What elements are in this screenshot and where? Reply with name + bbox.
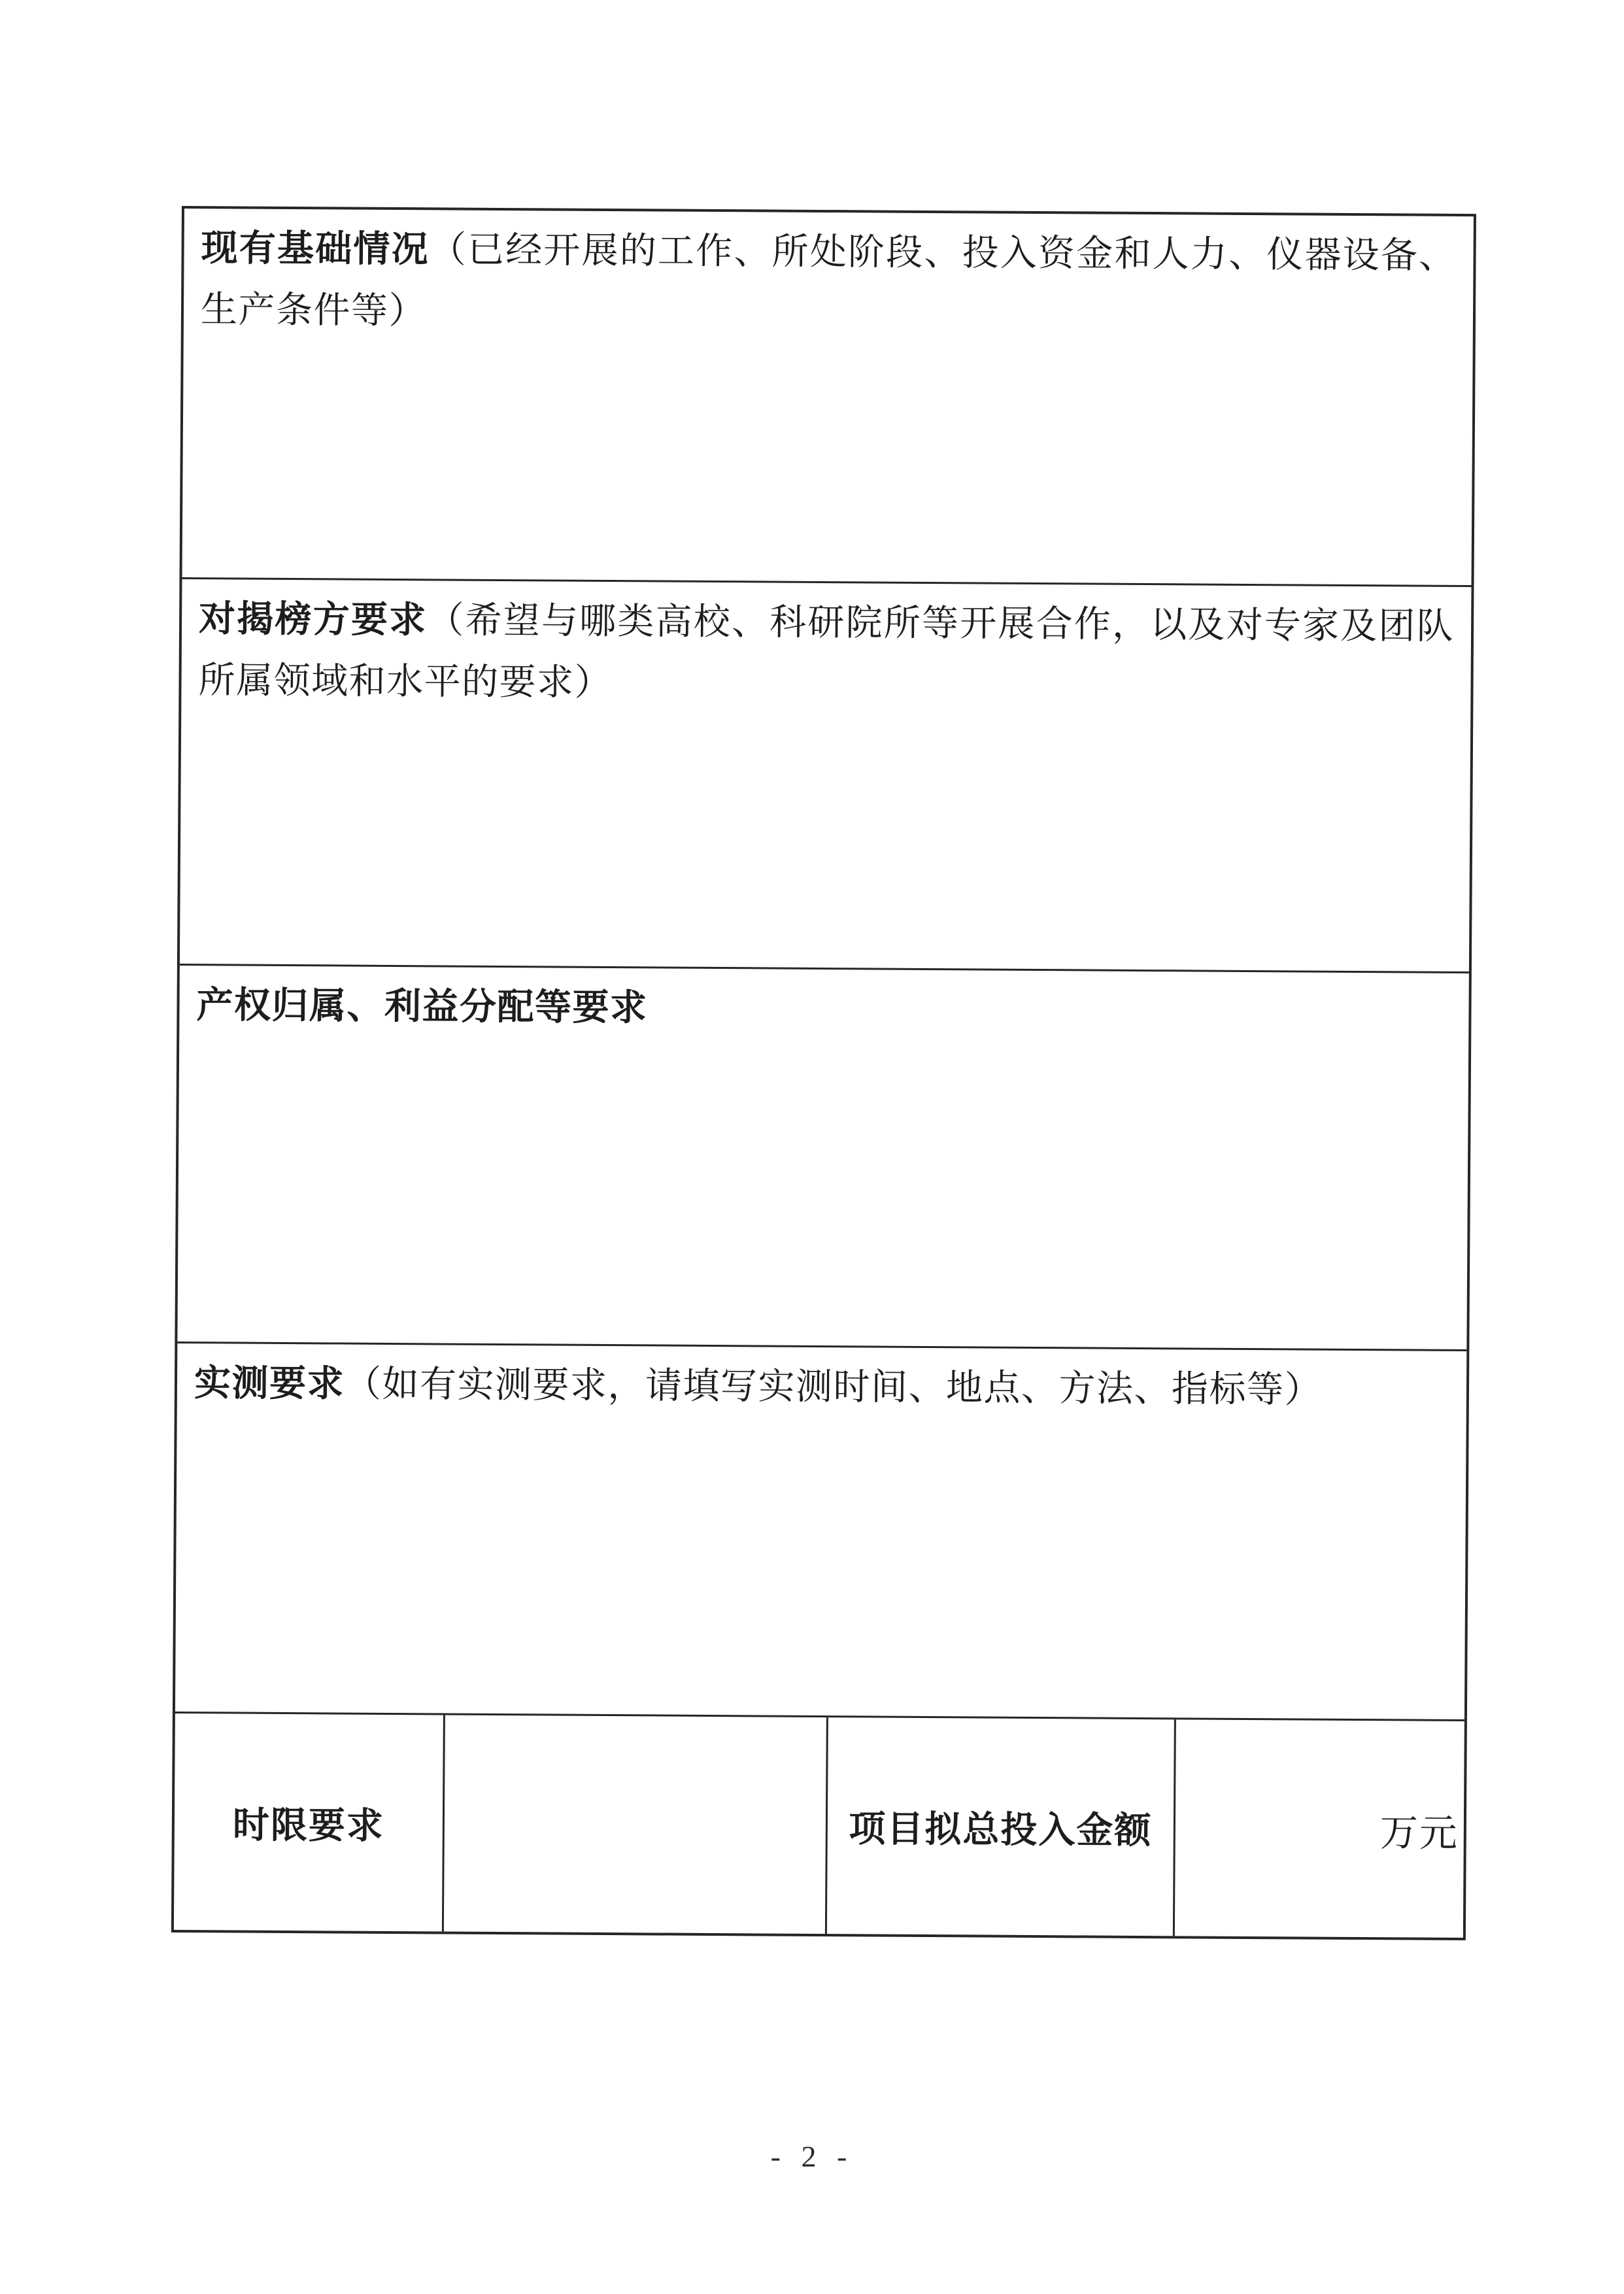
row-ownership-benefit-label: 产权归属、利益分配等要求 <box>196 985 648 1029</box>
row-bidder-requirements-label: 对揭榜方要求 <box>198 599 428 641</box>
cell-time-limit-value <box>444 1715 828 1934</box>
form-table <box>171 206 1476 1940</box>
cell-investment-label <box>827 1717 1176 1936</box>
table-row-field-test <box>175 1343 1466 1721</box>
row-existing-basis-text <box>201 218 1457 348</box>
investment-label: 项目拟总投入金额 <box>849 1808 1153 1851</box>
row-field-test-label: 实测要求 <box>194 1363 345 1405</box>
row-existing-basis-label: 现有基础情况 <box>201 228 430 271</box>
row-bidder-requirements-text <box>198 588 1454 719</box>
row-field-test-hint: （如有实测要求，请填写实测时间、地点、方法、指标等） <box>344 1364 1323 1411</box>
table-row-bidder-requirements <box>180 579 1472 973</box>
page-number: - 2 - <box>770 2140 854 2173</box>
table-row-ownership-benefit <box>177 966 1468 1351</box>
row-existing-basis-hint: （已经开展的工作、所处阶段、投入资金和人力、仪器设备、生产条件等） <box>200 229 1457 332</box>
table-row-existing-basis <box>182 209 1474 587</box>
cell-time-limit-label <box>174 1713 445 1932</box>
table-footer-row <box>174 1713 1464 1938</box>
row-bidder-requirements-hint: （希望与哪类高校、科研院所等开展合作，以及对专家及团队所属领域和水平的要求） <box>198 600 1455 704</box>
time-limit-label: 时限要求 <box>232 1805 385 1847</box>
row-field-test-text <box>194 1353 1450 1422</box>
cell-investment-unit <box>1175 1719 1464 1938</box>
investment-unit: 万元 <box>1379 1811 1459 1855</box>
row-ownership-benefit-text <box>196 975 1452 1044</box>
